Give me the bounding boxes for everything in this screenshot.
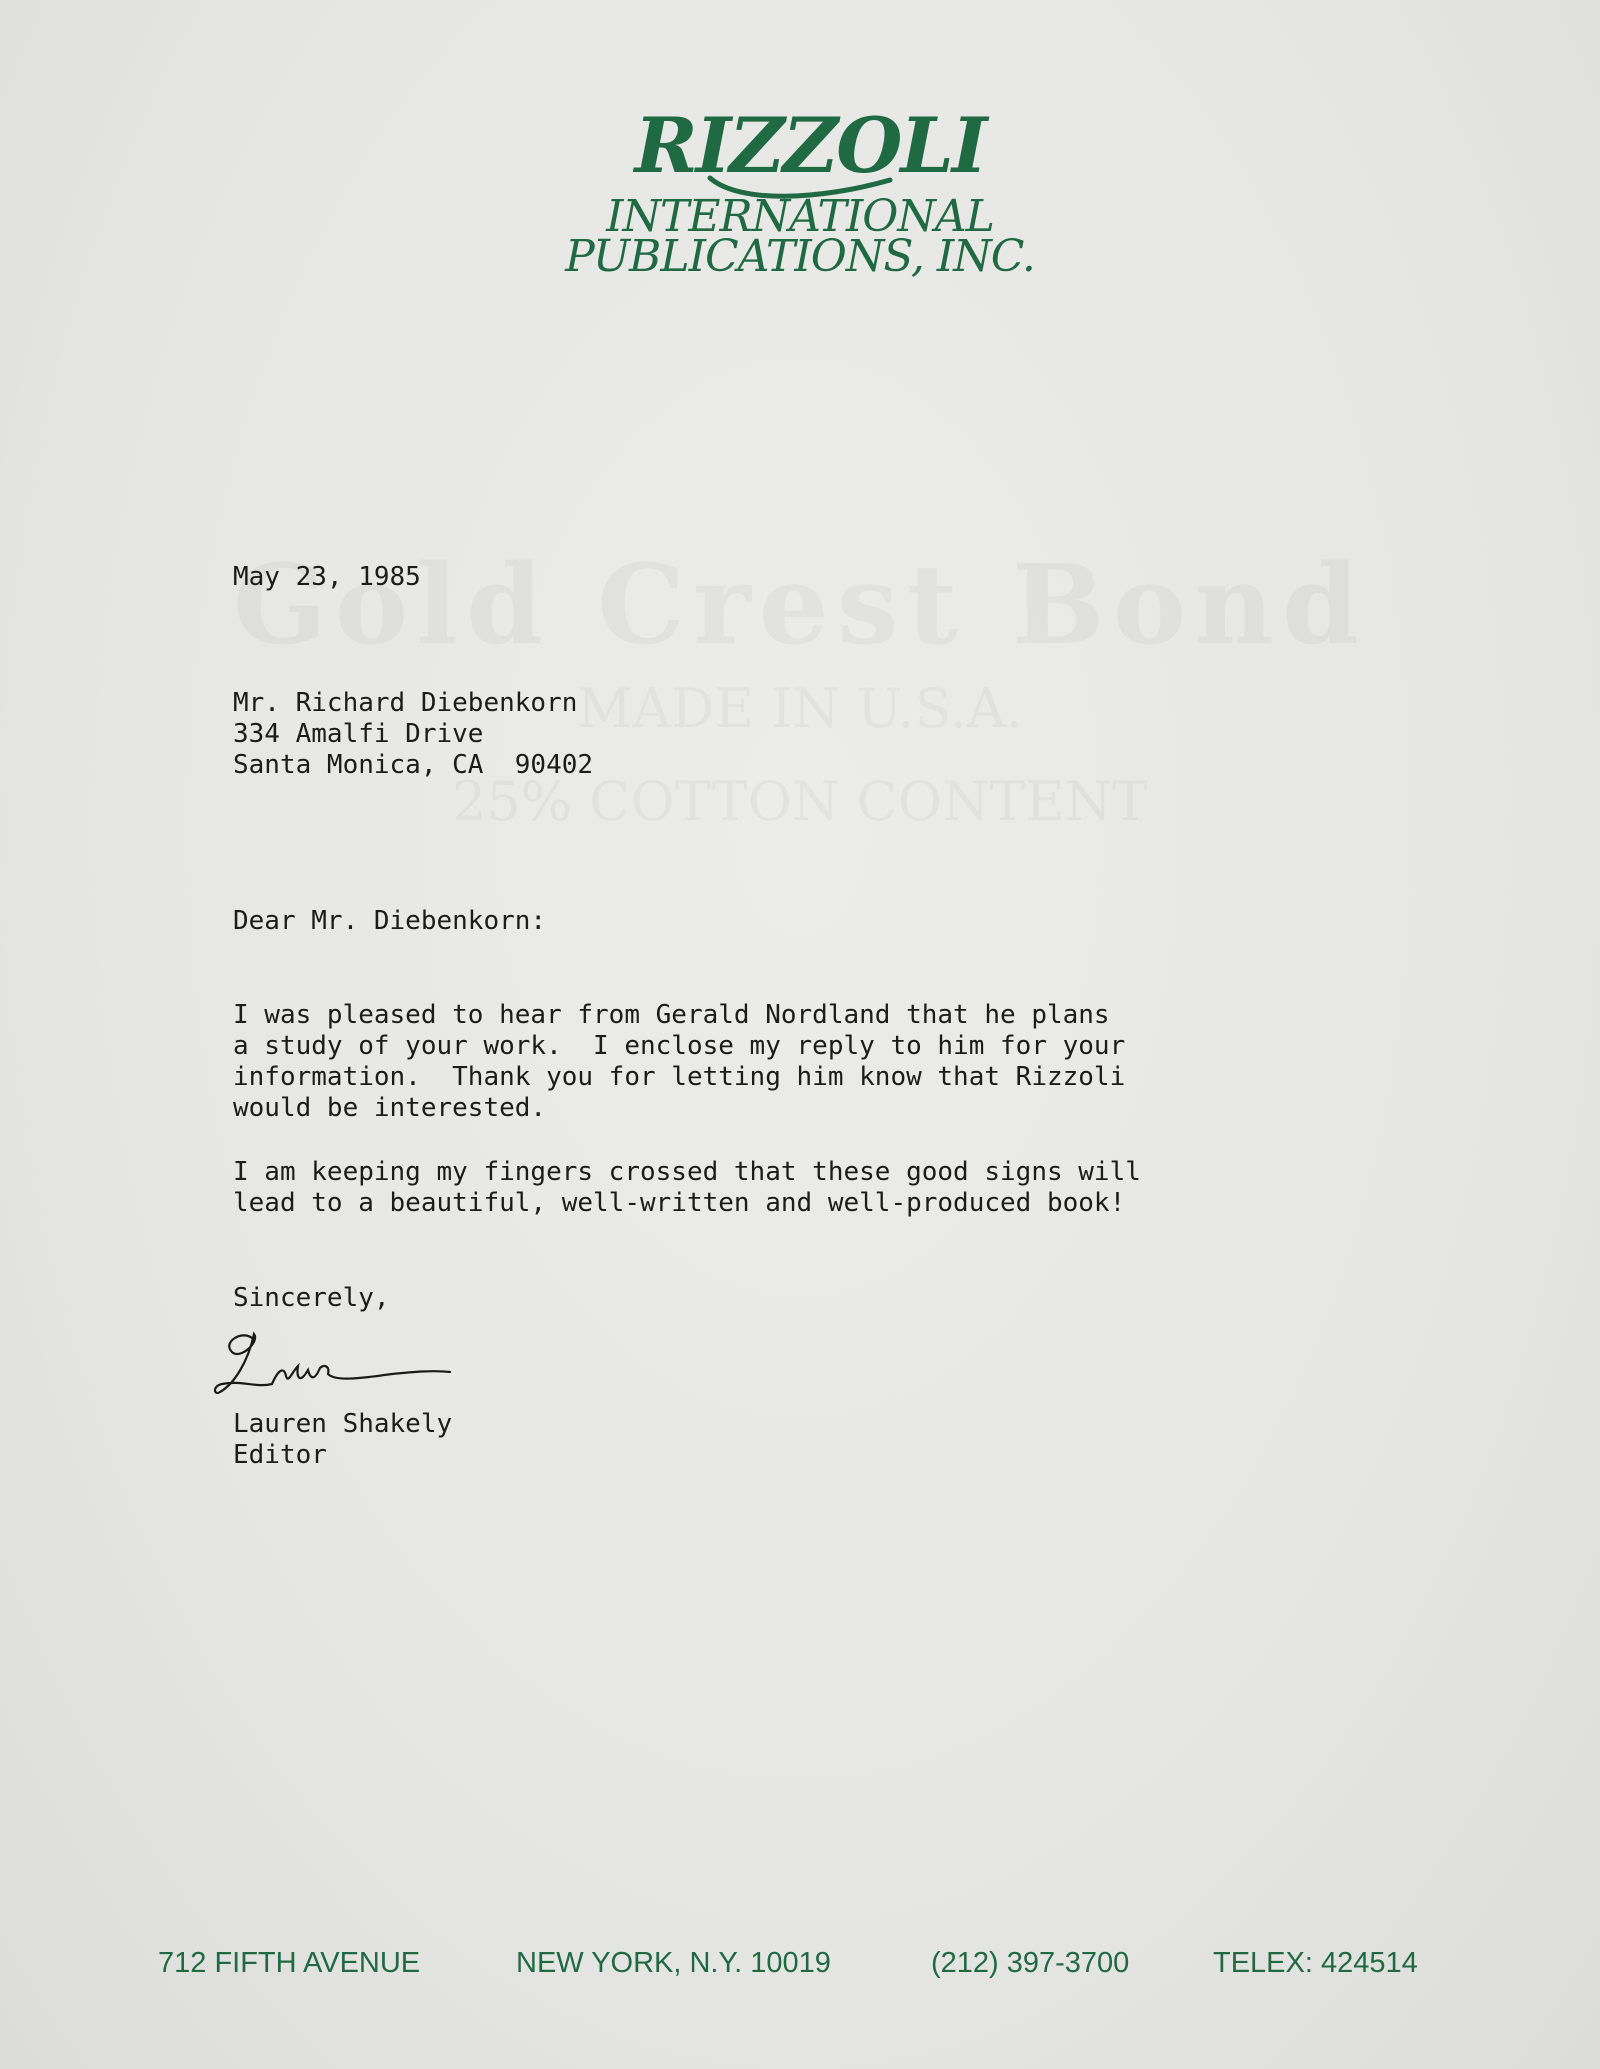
paragraph-1 bbox=[233, 1000, 1125, 1124]
recipient-address bbox=[233, 688, 593, 781]
watermark-brand bbox=[0, 540, 1600, 669]
paragraph-2 bbox=[233, 1157, 1141, 1219]
company-logo bbox=[560, 101, 1060, 190]
salutation: Dear Mr. Diebenkorn: bbox=[233, 906, 547, 936]
footer-telex: TELEX: 424514 bbox=[1213, 1947, 1418, 1979]
signer-block bbox=[233, 1409, 452, 1471]
signer-name: Lauren Shakely bbox=[233, 1409, 453, 1439]
recipient-line: Mr. Richard Diebenkorn bbox=[233, 688, 578, 718]
recipient-line: 334 Amalfi Drive bbox=[233, 719, 484, 749]
letter-date: May 23, 1985 bbox=[233, 562, 421, 592]
footer-address: 712 FIFTH AVENUE bbox=[158, 1947, 421, 1979]
recipient-line: Santa Monica, CA 90402 bbox=[233, 750, 594, 780]
paragraph-line: would be interested. bbox=[233, 1093, 547, 1123]
paragraph-line: lead to a beautiful, well-written and well-produced book! bbox=[233, 1188, 1126, 1218]
closing: Sincerely, bbox=[233, 1283, 390, 1313]
handwritten-signature bbox=[212, 1322, 462, 1402]
letterhead bbox=[540, 101, 1060, 282]
footer-phone: (212) 397-3700 bbox=[931, 1947, 1130, 1979]
paragraph-line: a study of your work. I enclose my reply to him for your bbox=[233, 1031, 1126, 1061]
logo-text: RIZZOLI bbox=[634, 101, 986, 190]
footer-city: NEW YORK, N.Y. 10019 bbox=[516, 1947, 831, 1979]
paragraph-line: information. Thank you for letting him know that Rizzoli bbox=[233, 1062, 1126, 1092]
signer-title: Editor bbox=[233, 1440, 327, 1470]
company-name-line1: INTERNATIONAL bbox=[606, 191, 994, 242]
company-name-line2: PUBLICATIONS, INC. bbox=[565, 231, 1035, 282]
paragraph-line: I was pleased to hear from Gerald Nordland that he plans bbox=[233, 1000, 1110, 1030]
paragraph-line: I am keeping my fingers crossed that these good signs will bbox=[233, 1157, 1141, 1187]
